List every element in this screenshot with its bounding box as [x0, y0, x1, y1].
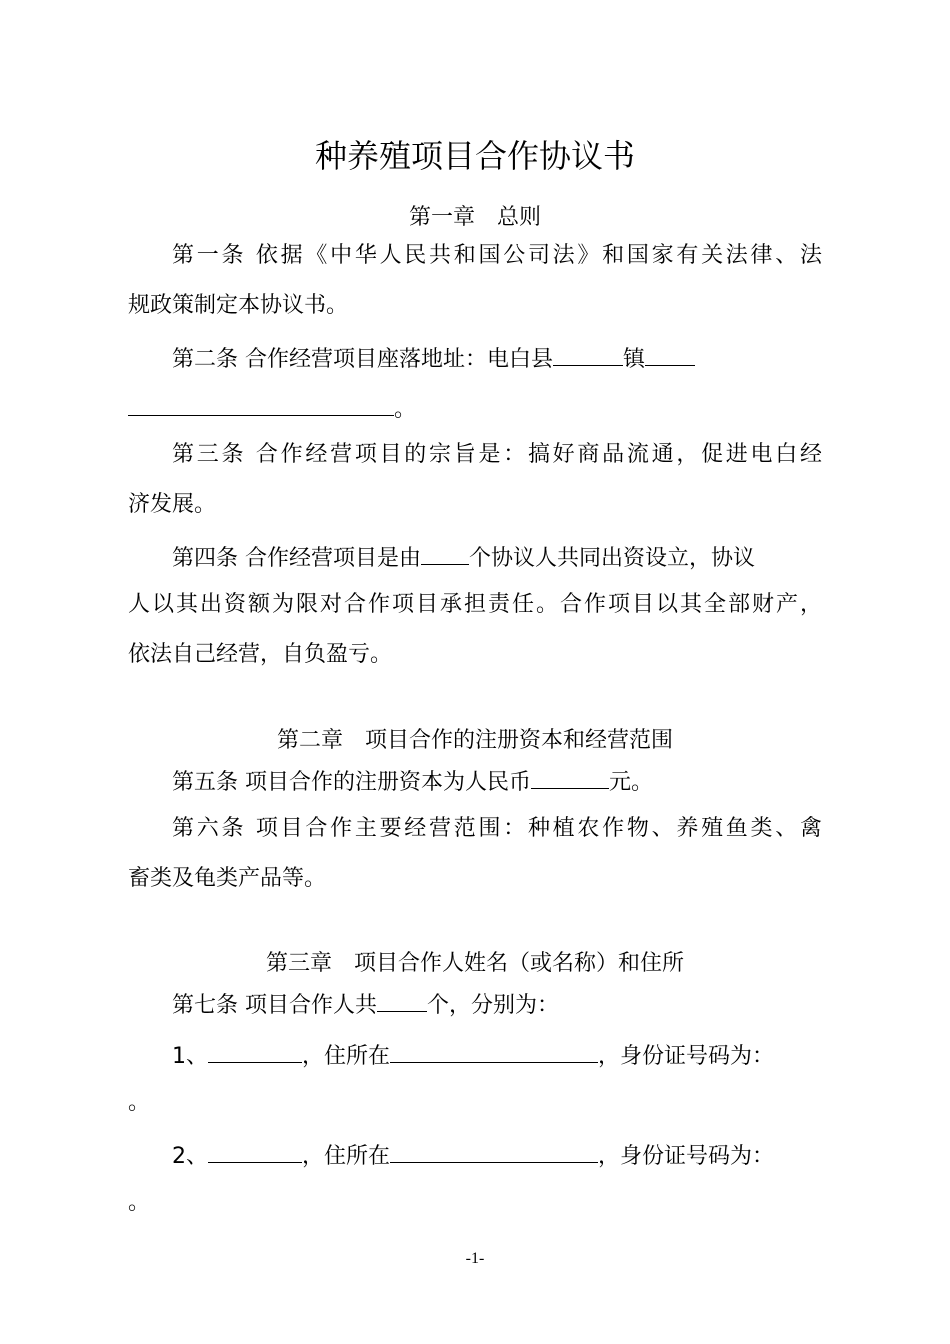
article-7-text-cont: 个，分别为： — [427, 993, 560, 1018]
address-blank-1 — [645, 339, 695, 366]
partner-2-address-blank — [390, 1136, 598, 1163]
article-5-unit: 元。 — [609, 770, 654, 795]
article-1-line-1: 第一条 依据《中华人民共和国公司法》和国家有关法律、法 — [172, 243, 822, 268]
article-4-text: 第四条 合作经营项目是由 — [172, 546, 421, 571]
article-4-text-cont: 个协议人共同出资设立，协议 — [469, 546, 756, 571]
article-3-line-2: 济发展。 — [128, 492, 217, 517]
partner-count-blank — [421, 538, 469, 565]
article-7-text: 第七条 项目合作人共 — [172, 993, 377, 1018]
article-4-line-1 — [172, 538, 872, 576]
partner-1-address-label: ，住所在 — [302, 1044, 391, 1069]
partner-1-end: 。 — [128, 1090, 151, 1115]
article-6-line-2: 畜类及龟类产品等。 — [128, 866, 327, 891]
partner-1-name-blank — [208, 1036, 302, 1063]
article-5-text: 第五条 项目合作的注册资本为人民币 — [172, 770, 531, 795]
article-3-line-1: 第三条 合作经营项目的宗旨是：搞好商品流通，促进电白经 — [172, 442, 822, 467]
article-2-town: 镇 — [623, 347, 646, 372]
partner-2-name-blank — [208, 1136, 302, 1163]
chapter-2-heading: 第二章 项目合作的注册资本和经营范围 — [276, 728, 673, 753]
chapter-3-heading: 第三章 项目合作人姓名（或名称）和住所 — [265, 951, 684, 976]
partner-1-number: 1、 — [172, 1044, 208, 1069]
article-4-line-3: 依法自己经营，自负盈亏。 — [128, 642, 393, 667]
partner-total-blank — [377, 985, 427, 1012]
document-title: 种养殖项目合作协议书 — [314, 137, 635, 175]
article-7-line-1 — [172, 985, 872, 1023]
partner-1-line — [172, 1036, 872, 1074]
article-2-line-2 — [128, 389, 828, 427]
article-2-line-1 — [172, 339, 872, 377]
partner-2-end: 。 — [128, 1190, 151, 1215]
partner-1-id-label: ，身份证号码为： — [598, 1044, 775, 1069]
partner-2-address-label: ，住所在 — [302, 1144, 391, 1169]
article-6-line-1: 第六条 项目合作主要经营范围：种植农作物、养殖鱼类、禽 — [172, 816, 822, 841]
article-4-line-2: 人以其出资额为限对合作项目承担责任。合作项目以其全部财产， — [128, 592, 822, 617]
address-blank-2 — [128, 389, 394, 416]
chapter-1-heading: 第一章 总则 — [408, 205, 541, 230]
page-number: -1- — [465, 1250, 485, 1267]
article-2-text: 第二条 合作经营项目座落地址：电白县 — [172, 347, 553, 372]
article-5-line-1 — [172, 762, 872, 800]
article-2-end: 。 — [394, 397, 417, 422]
partner-2-number: 2、 — [172, 1144, 208, 1169]
partner-1-address-blank — [390, 1036, 598, 1063]
town-blank — [553, 339, 623, 366]
partner-2-line — [172, 1136, 872, 1174]
capital-blank — [531, 762, 609, 789]
article-1-line-2: 规政策制定本协议书。 — [128, 293, 349, 318]
partner-2-id-label: ，身份证号码为： — [598, 1144, 775, 1169]
